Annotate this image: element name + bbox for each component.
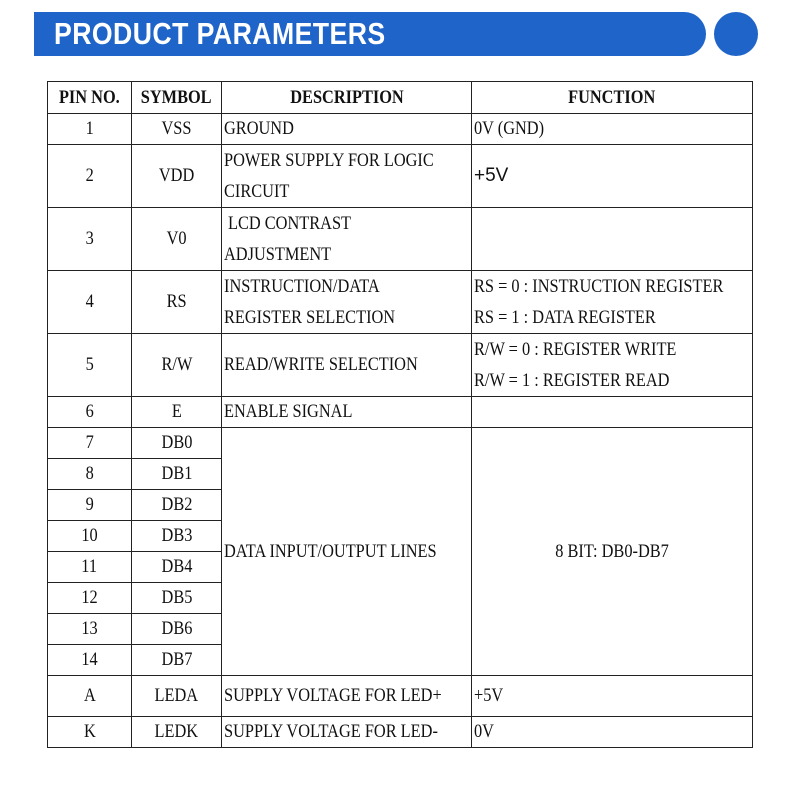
symbol-cell: R/W: [132, 334, 222, 397]
symbol-cell: VDD: [132, 145, 222, 208]
symbol-cell: DB2: [132, 490, 222, 521]
pin-cell: A: [48, 676, 132, 717]
description-cell: INSTRUCTION/DATA REGISTER SELECTION: [222, 271, 472, 334]
data-lines-description-cell: DATA INPUT/OUTPUT LINES: [222, 428, 472, 676]
table-row: [48, 271, 753, 334]
pin-cell: 5: [48, 334, 132, 397]
pin-cell: 2: [48, 145, 132, 208]
table-row: [48, 397, 753, 428]
description-cell: SUPPLY VOLTAGE FOR LED+: [222, 676, 472, 717]
table-row: [48, 334, 753, 397]
pin-cell: 12: [48, 583, 132, 614]
function-cell: 0V: [472, 717, 753, 748]
page-title: PRODUCT PARAMETERS: [54, 16, 386, 51]
description-cell: POWER SUPPLY FOR LOGIC CIRCUIT: [222, 145, 472, 208]
pin-cell: 9: [48, 490, 132, 521]
description-cell: READ/WRITE SELECTION: [222, 334, 472, 397]
symbol-cell: RS: [132, 271, 222, 334]
symbol-cell: DB0: [132, 428, 222, 459]
table-row: [48, 676, 753, 717]
pin-cell: K: [48, 717, 132, 748]
symbol-cell: V0: [132, 208, 222, 271]
pin-cell: 4: [48, 271, 132, 334]
pin-cell: 7: [48, 428, 132, 459]
symbol-cell: DB5: [132, 583, 222, 614]
column-header-description: DESCRIPTION: [222, 82, 472, 114]
symbol-cell: DB1: [132, 459, 222, 490]
table-row: [48, 428, 753, 459]
table-row: [48, 114, 753, 145]
product-parameters-table: [47, 81, 753, 748]
pin-cell: 13: [48, 614, 132, 645]
pin-cell: 3: [48, 208, 132, 271]
symbol-cell: DB6: [132, 614, 222, 645]
function-cell: R/W = 0 : REGISTER WRITE R/W = 1 : REGISTER READ: [472, 334, 753, 397]
table-row: [48, 208, 753, 271]
pin-cell: 14: [48, 645, 132, 676]
symbol-cell: DB7: [132, 645, 222, 676]
column-header-function: FUNCTION: [472, 82, 753, 114]
function-cell: RS = 0 : INSTRUCTION REGISTER RS = 1 : DATA REGISTER: [472, 271, 753, 334]
pin-cell: 1: [48, 114, 132, 145]
column-header-pin: PIN NO.: [48, 82, 132, 114]
pin-cell: 8: [48, 459, 132, 490]
function-cell: +5V: [472, 145, 753, 208]
function-cell: 0V (GND): [472, 114, 753, 145]
pin-cell: 10: [48, 521, 132, 552]
symbol-cell: LEDA: [132, 676, 222, 717]
description-cell: ENABLE SIGNAL: [222, 397, 472, 428]
table-header-row: [48, 82, 753, 114]
function-cell: +5V: [472, 676, 753, 717]
description-cell: LCD CONTRAST ADJUSTMENT: [222, 208, 472, 271]
symbol-cell: VSS: [132, 114, 222, 145]
function-cell: [472, 397, 753, 428]
table-row: [48, 717, 753, 748]
banner-dot-decoration: [714, 12, 758, 56]
symbol-cell: DB4: [132, 552, 222, 583]
table-row: [48, 145, 753, 208]
header-banner: [34, 12, 706, 56]
pin-cell: 6: [48, 397, 132, 428]
symbol-cell: LEDK: [132, 717, 222, 748]
function-cell: [472, 208, 753, 271]
symbol-cell: E: [132, 397, 222, 428]
pin-cell: 11: [48, 552, 132, 583]
description-cell: GROUND: [222, 114, 472, 145]
description-cell: SUPPLY VOLTAGE FOR LED-: [222, 717, 472, 748]
column-header-symbol: SYMBOL: [132, 82, 222, 114]
data-lines-function-cell: 8 BIT: DB0-DB7: [472, 428, 753, 676]
symbol-cell: DB3: [132, 521, 222, 552]
